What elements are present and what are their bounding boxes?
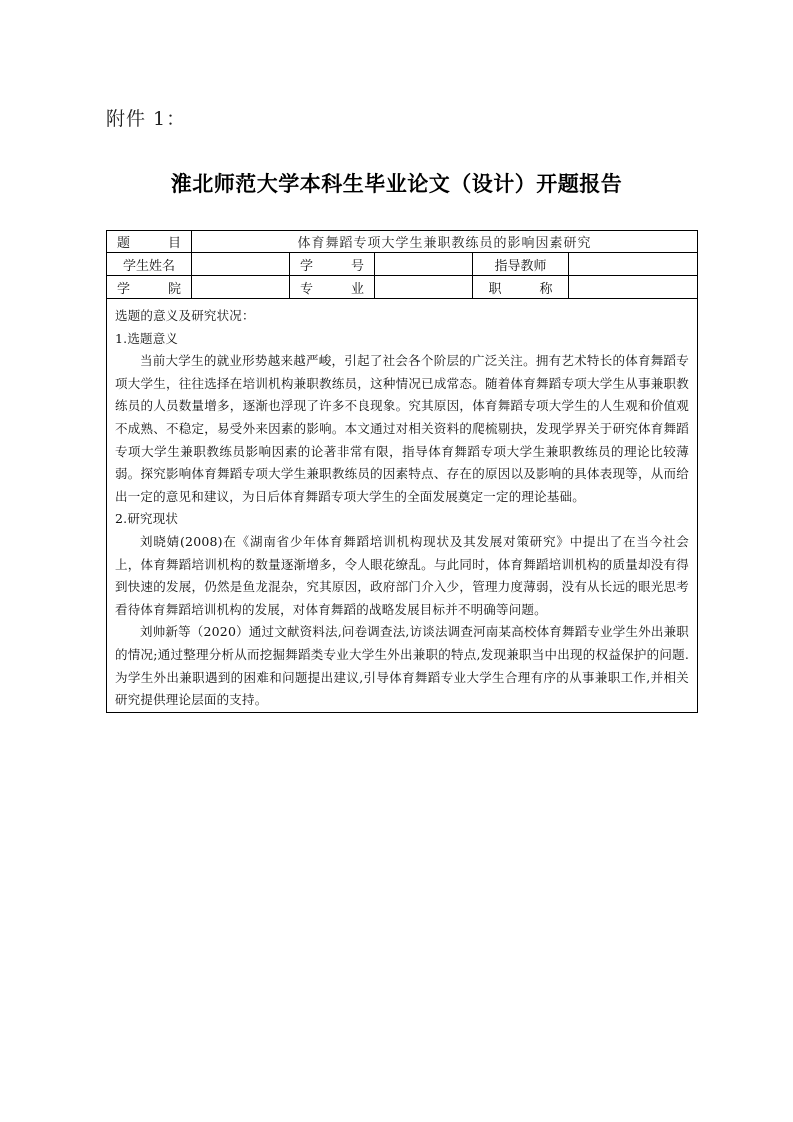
student-id-value[interactable] bbox=[375, 253, 473, 276]
student-name-label: 学生姓名 bbox=[107, 253, 192, 276]
section2-paragraph-2: 刘帅新等（2020）通过文献资料法,问卷调查法,访谈法调查河南某高校体育舞蹈专业学生外出兼职的情况;通过整理分析从而挖掘舞蹈类专业大学生外出兼职的特点,发现兼职当中出现的权益保护的问题.为学生外出兼职遇到的困难和问题提出建议,引导体育舞蹈专业大学生合理有序的从事兼职工作,并相关研究提供理论层面的支持。 bbox=[115, 624, 690, 708]
topic-value[interactable]: 体育舞蹈专项大学生兼职教练员的影响因素研究 bbox=[192, 231, 698, 253]
college-value[interactable] bbox=[192, 276, 290, 299]
major-label: 专 业 bbox=[290, 276, 375, 299]
report-title: 淮北师范大学本科生毕业论文（设计）开题报告 bbox=[170, 172, 623, 196]
student-id-label: 学 号 bbox=[290, 253, 375, 276]
proposal-form-table bbox=[106, 230, 698, 713]
college-label: 学 院 bbox=[107, 276, 192, 299]
section2-paragraph-1: 刘晓婧(2008)在《湖南省少年体育舞蹈培训机构现状及其发展对策研究》中提出了在当今社会上，体育舞蹈培训机构的数量逐渐增多，令人眼花缭乱。与此同时，体育舞蹈培训机构的质量却没有得到快速的发展，仍然是鱼龙混杂，究其原因，政府部门介入少，管理力度薄弱，没有从长远的眼光思考看待体育舞蹈培训机构的发展，对体育舞蹈的战略发展目标并不明确等问题。 bbox=[115, 533, 690, 617]
content-area[interactable] bbox=[107, 299, 698, 713]
department-row bbox=[107, 276, 698, 299]
student-name-value[interactable] bbox=[192, 253, 290, 276]
section1-paragraph: 当前大学生的就业形势越来越严峻，引起了社会各个阶层的广泛关注。拥有艺术特长的体育舞蹈专项大学生，往往选择在培训机构兼职教练员，这种情况已成常态。随着体育舞蹈专项大学生从事兼职教练员的人员数量增多，逐渐也浮现了许多不良现象。究其原因，体育舞蹈专项大学生的人生观和价值观不成熟、不稳定，易受外来因素的影响。本文通过对相关资料的爬梳剔抉，发现学界关于研究体育舞蹈专项大学生兼职教练员影响因素的论著非常有限，指导体育舞蹈专项大学生兼职教练员的理论比较薄弱。探究影响体育舞蹈专项大学生兼职教练员的因素特点、存在的原因以及影响的具体表现等，从而给出一定的意见和建议，为日后体育舞蹈专项大学生的全面发展奠定一定的理论基础。 bbox=[115, 353, 690, 504]
attachment-label: 附件 1： bbox=[106, 108, 187, 130]
content-row bbox=[107, 299, 698, 713]
job-title-label: 职 称 bbox=[473, 276, 569, 299]
topic-row bbox=[107, 231, 698, 253]
section1-heading: 1.选题意义 bbox=[115, 330, 179, 346]
topic-label: 题 目 bbox=[107, 231, 192, 253]
content-intro: 选题的意义及研究状况： bbox=[115, 308, 255, 323]
job-title-value[interactable] bbox=[569, 276, 698, 299]
student-info-row bbox=[107, 253, 698, 276]
advisor-value[interactable] bbox=[569, 253, 698, 276]
section2-heading: 2.研究现状 bbox=[115, 511, 179, 527]
advisor-label: 指导教师 bbox=[473, 253, 569, 276]
major-value[interactable] bbox=[375, 276, 473, 299]
